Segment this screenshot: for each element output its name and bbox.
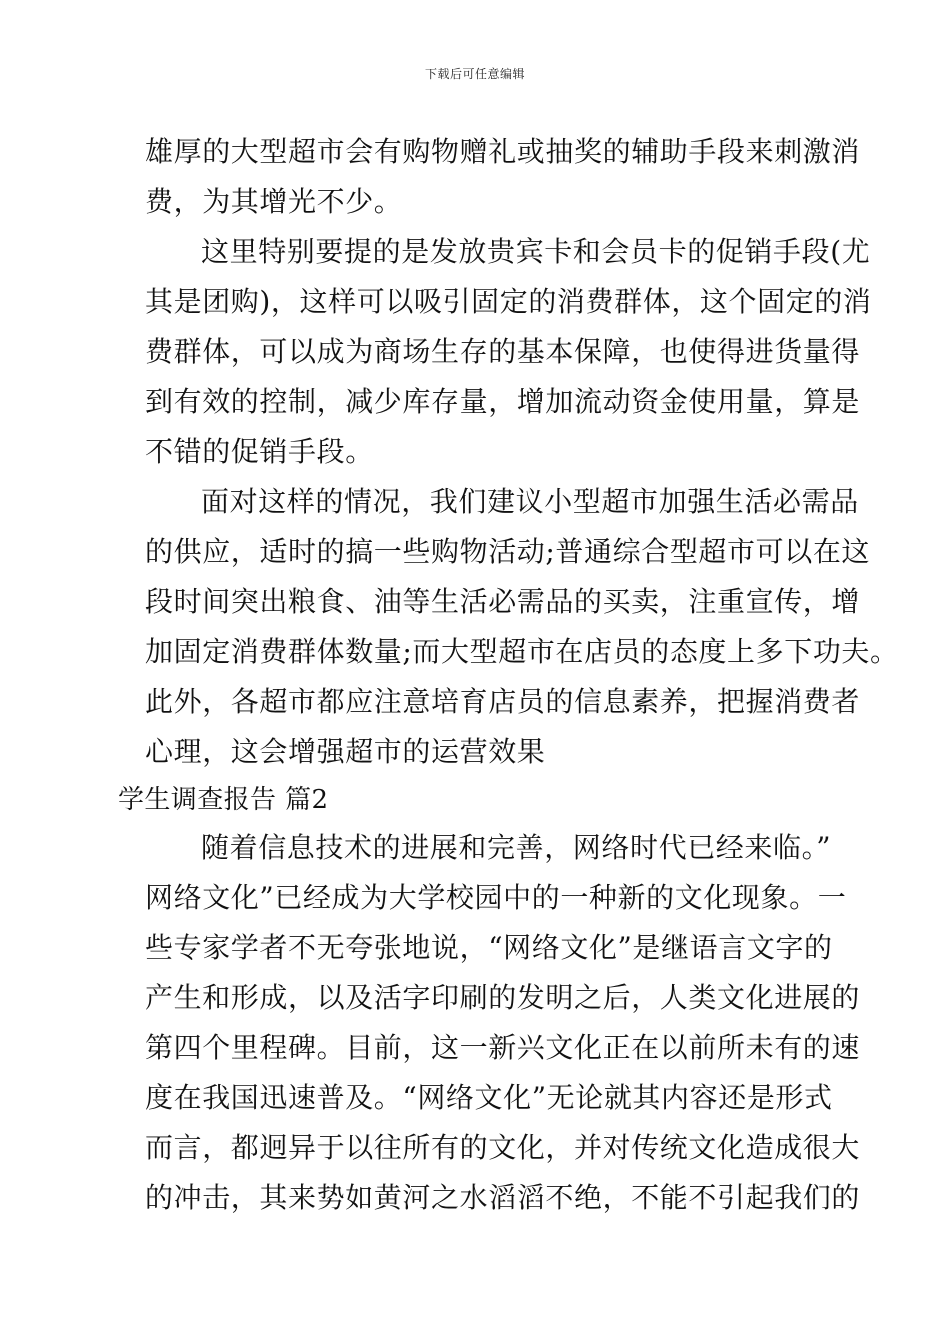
text-line: 费群体，可以成为商场生存的基本保障，也使得进货量得 — [145, 335, 861, 368]
paragraph — [145, 477, 899, 777]
text-line: 产生和形成，以及活字印刷的发明之后，人类文化进展的 — [145, 981, 861, 1014]
text-line: 第四个里程碑。目前，这一新兴文化正在以前所未有的速 — [145, 1031, 861, 1064]
text-line: 的冲击，其来势如黄河之水滔滔不绝，不能不引起我们的 — [145, 1181, 861, 1214]
paragraph — [145, 823, 861, 1223]
text-line: 网络文化”已经成为大学校园中的一种新的文化现象。一 — [145, 881, 847, 914]
paragraph — [145, 227, 872, 477]
document-body — [118, 127, 899, 1223]
text-line: 其是团购)，这样可以吸引固定的消费群体，这个固定的消 — [145, 285, 872, 318]
text-line: 些专家学者不无夸张地说，“网络文化”是继语言文字的 — [145, 931, 833, 964]
text-line: 面对这样的情况，我们建议小型超市加强生活必需品 — [201, 485, 859, 518]
text-line: 随着信息技术的进展和完善，网络时代已经来临。” — [201, 831, 832, 864]
text-line: 此外，各超市都应注意培育店员的信息素养，把握消费者 — [145, 685, 861, 718]
text-line: 雄厚的大型超市会有购物赠礼或抽奖的辅助手段来刺激消 — [145, 135, 861, 168]
text-line: 的供应，适时的搞一些购物活动;普通综合型超市可以在这 — [145, 535, 871, 568]
text-line: 段时间突出粮食、油等生活必需品的买卖，注重宣传，增 — [145, 585, 861, 618]
text-line: 不错的促销手段。 — [145, 435, 374, 468]
page-header: 下载后可任意编辑 — [424, 67, 525, 81]
text-line: 而言，都迥异于以往所有的文化，并对传统文化造成很大 — [145, 1131, 861, 1164]
paragraph — [145, 127, 861, 227]
text-line: 加固定消费群体数量;而大型超市在店员的态度上多下功夫。 — [145, 635, 899, 668]
text-line: 这里特别要提的是发放贵宾卡和会员卡的促销手段(尤 — [201, 235, 871, 268]
text-line: 度在我国迅速普及。“网络文化”无论就其内容还是形式 — [145, 1081, 833, 1114]
text-line: 心理，这会增强超市的运营效果 — [145, 735, 546, 768]
text-line: 费，为其增光不少。 — [145, 185, 403, 218]
text-line: 到有效的控制，减少库存量，增加流动资金使用量，算是 — [145, 385, 861, 418]
section-heading: 学生调查报告 篇2 — [118, 785, 329, 815]
